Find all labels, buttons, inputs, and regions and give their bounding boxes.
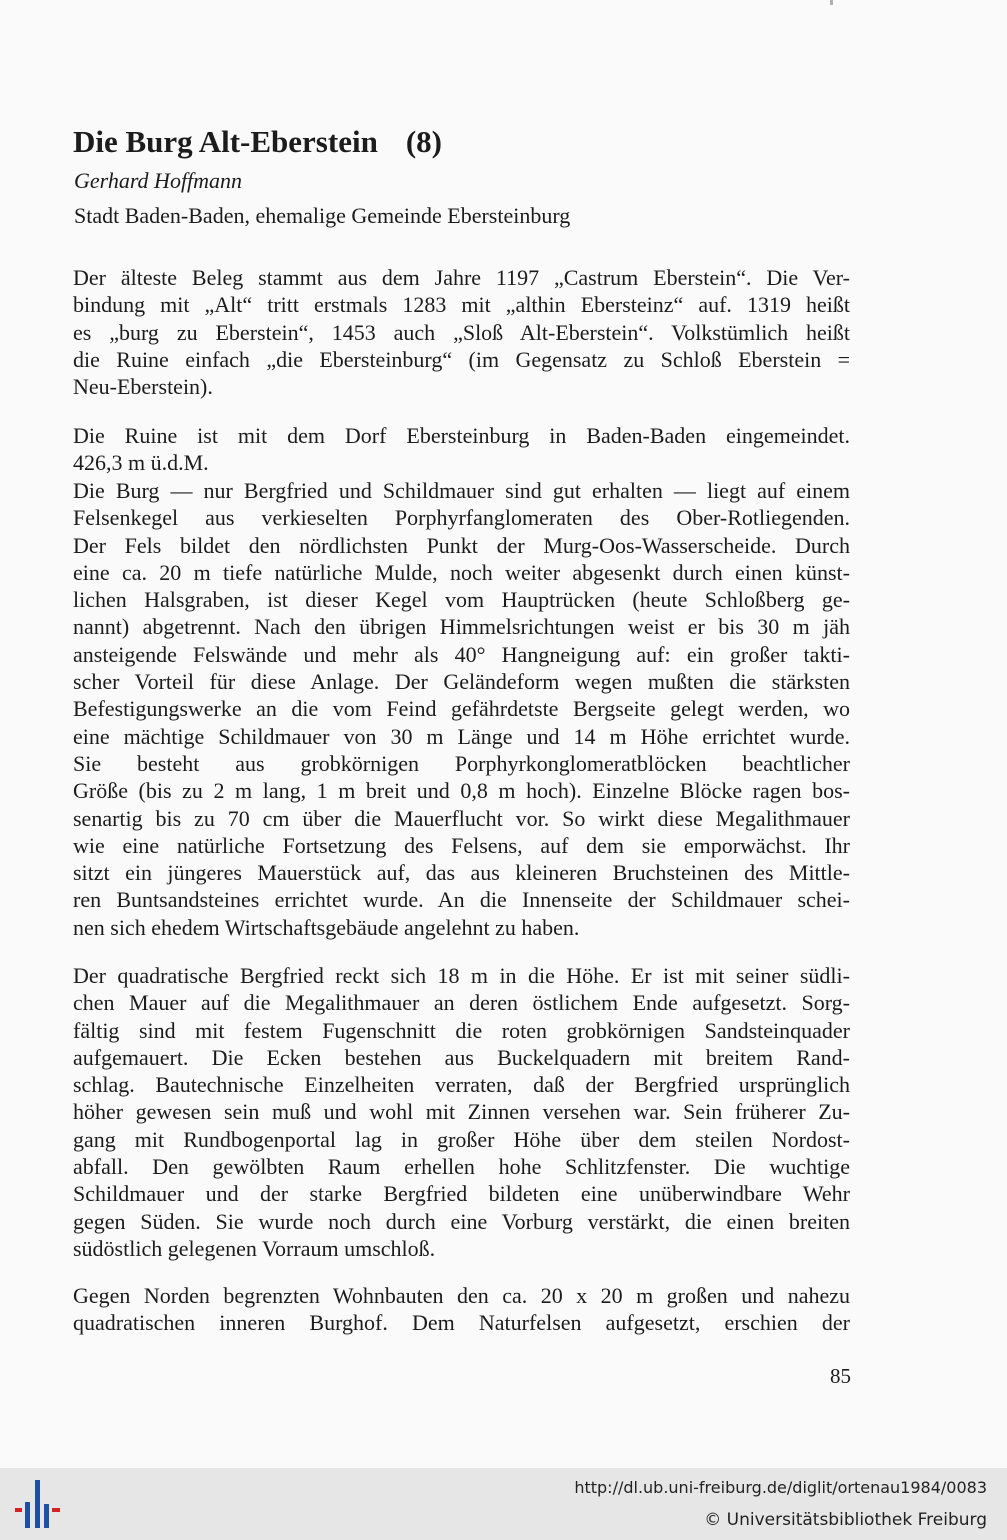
scan-mark <box>830 0 833 5</box>
text-line: aufgemauert. Die Ecken bestehen aus Buckelquadern mit breitem Rand- <box>73 1044 850 1070</box>
text-line: südöstlich gelegenen Vorraum umschloß. <box>73 1235 436 1261</box>
text-line: gegen Süden. Sie wurde noch durch eine Vorburg verstärkt, die einen breiten <box>73 1208 850 1234</box>
text-line: Neu-Eberstein). <box>73 374 213 400</box>
title-number: (8) <box>405 124 442 159</box>
text-line: Sie besteht aus grobkörnigen Porphyrkonglomeratblöcken beachtlicher <box>73 750 850 776</box>
text-line: höher gewesen sein muß und wohl mit Zinnen versehen war. Sein früherer Zu- <box>73 1099 850 1125</box>
text-line: Der älteste Beleg stammt aus dem Jahre 1197 „Castrum Eberstein“. Die Ver- <box>73 265 850 290</box>
text-line: quadratischen inneren Burghof. Dem Naturfelsen aufgesetzt, erschien der <box>73 1310 850 1336</box>
text-line: die Ruine einfach „die Ebersteinburg“ (im Gegensatz zu Schloß Eberstein = <box>73 346 850 372</box>
text-line: eine ca. 20 m tiefe natürliche Mulde, noch weiter abgesenkt durch einen künst- <box>73 559 850 585</box>
text-line: scher Vorteil für diese Anlage. Der Geländeform wegen mußten die stärksten <box>73 669 850 695</box>
text-line: ren Buntsandsteines errichtet wurde. An die Innenseite der Schildmauer schei- <box>73 887 850 913</box>
author-name: Gerhard Hoffmann <box>74 168 243 193</box>
text-line: bindung mit „Alt“ tritt erstmals 1283 mit „althin Ebersteinz“ auf. 1319 heißt <box>73 292 850 318</box>
paragraph-2 <box>73 422 850 477</box>
text-line: ansteigende Felswände und mehr als 40° Hangneigung auf: ein großer takti- <box>73 641 850 667</box>
footer-url-link[interactable]: http://dl.ub.uni-freiburg.de/diglit/ortenau1984/0083 <box>574 1478 987 1497</box>
location-line: Stadt Baden-Baden, ehemalige Gemeinde Ebersteinburg <box>74 203 571 228</box>
text-line: Der Fels bildet den nördlichsten Punkt der Murg-Oos-Wasserscheide. Durch <box>73 532 850 558</box>
text-line: Der quadratische Bergfried reckt sich 18 m in die Höhe. Er ist mit seiner südli- <box>73 963 850 988</box>
library-footer <box>0 1468 1007 1540</box>
page-number: 85 <box>830 1364 851 1388</box>
footer-copyright: © Universitätsbibliothek Freiburg <box>704 1510 987 1530</box>
text-line: wie eine natürliche Fortsetzung des Felsens, auf dem sie emporwächst. Ihr <box>73 832 850 858</box>
text-line: Schildmauer und der starke Bergfried bildeten eine unüberwindbare Wehr <box>73 1181 850 1207</box>
text-line: nen sich ehedem Wirtschaftsgebäude angelehnt zu haben. <box>73 914 580 940</box>
text-line: Felsenkegel aus verkieselten Porphyrfanglomeraten des Ober-Rotliegenden. <box>73 505 850 531</box>
text-line: gang mit Rundbogenportal lag in großer Höhe über dem steilen Nordost- <box>73 1126 850 1152</box>
paragraph-4 <box>73 962 850 1262</box>
article-title <box>73 124 442 160</box>
text-line: Die Burg — nur Bergfried und Schildmauer sind gut erhalten — liegt auf einem <box>73 478 850 503</box>
text-line: fältig sind mit festem Fugenschnitt die roten grobkörnigen Sandsteinquader <box>73 1017 850 1043</box>
text-line: 426,3 m ü.d.M. <box>73 450 209 476</box>
text-line: chen Mauer auf die Megalithmauer an deren östlichem Ende aufgesetzt. Sorg- <box>73 990 850 1016</box>
text-line: schlag. Bautechnische Einzelheiten verraten, daß der Bergfried ursprünglich <box>73 1072 850 1098</box>
text-line: eine mächtige Schildmauer von 30 m Länge und 14 m Höhe errichtet wurde. <box>73 723 850 749</box>
text-line: senartig bis zu 70 cm über die Mauerflucht vor. So wirkt diese Megalithmauer <box>73 805 850 831</box>
text-line: nannt) abgetrennt. Nach den übrigen Himmelsrichtungen weist er bis 30 m jäh <box>73 614 850 640</box>
text-line: lichen Halsgraben, ist dieser Kegel vom Hauptrücken (heute Schloßberg ge- <box>73 587 850 613</box>
title-text: Die Burg Alt-Eberstein <box>73 124 378 159</box>
paragraph-3 <box>73 477 850 941</box>
paragraph-5 <box>73 1282 850 1337</box>
text-line: sitzt ein jüngeres Mauerstück auf, das aus kleineren Bruchsteinen des Mittle- <box>73 860 850 886</box>
text-line: Gegen Norden begrenzten Wohnbauten den ca. 20 x 20 m großen und nahezu <box>73 1283 850 1308</box>
paragraph-1 <box>73 264 850 400</box>
university-library-logo-icon <box>10 1478 64 1530</box>
text-line: es „burg zu Eberstein“, 1453 auch „Sloß Alt-Eberstein“. Volkstümlich heißt <box>73 319 850 345</box>
text-line: Die Ruine ist mit dem Dorf Ebersteinburg in Baden-Baden eingemeindet. <box>73 423 850 448</box>
text-line: Befestigungswerke an die vom Feind gefährdetste Bergseite gelegt werden, wo <box>73 696 850 722</box>
text-line: Größe (bis zu 2 m lang, 1 m breit und 0,8 m hoch). Einzelne Blöcke ragen bos- <box>73 778 850 804</box>
text-line: abfall. Den gewölbten Raum erhellen hohe Schlitzfenster. Die wuchtige <box>73 1154 850 1180</box>
